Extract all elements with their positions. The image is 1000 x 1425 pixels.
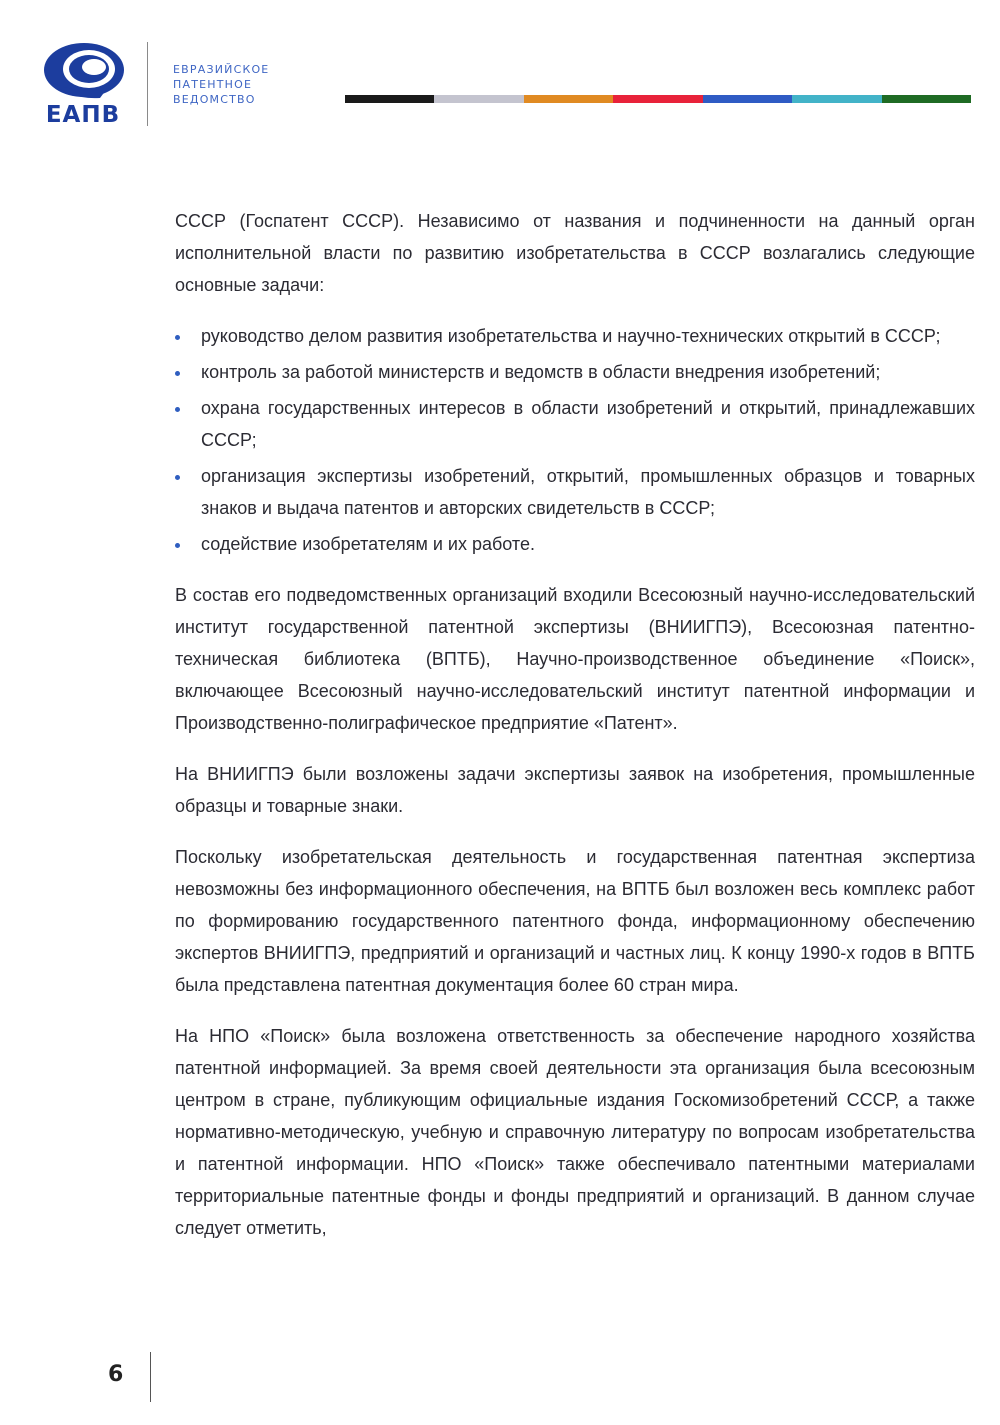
body-paragraph: Поскольку изобретательская деятельность и государственная патентная экспертиза невозможны без информационного обеспечения, на ВПТБ был возложен весь комплекс работ по формированию государственного патентного фонда, информационному обеспечению экспертов ВНИИГПЭ, предприятий и организаций и частных лиц. К концу 1990-х годов в ВПТБ была представлена патентная документация более 60 стран мира. bbox=[175, 847, 975, 995]
document-body bbox=[175, 205, 975, 1263]
list-item bbox=[175, 392, 975, 456]
intro-paragraph: СССР (Госпатент СССР). Независимо от названия и подчиненности на данный орган исполнительной власти по развитию изобретательства в СССР возлагались следующие основные задачи: bbox=[175, 211, 975, 295]
org-name-line: ПАТЕНТНОЕ bbox=[173, 78, 253, 91]
list-item-text: руководство делом развития изобретательства и научно-технических открытий в СССР; bbox=[201, 326, 941, 346]
org-name-line: ВЕДОМСТВО bbox=[173, 93, 256, 106]
body-paragraph: На ВНИИГПЭ были возложены задачи экспертизы заявок на изобретения, промышленные образцы и товарные знаки. bbox=[175, 764, 975, 816]
list-item-text: организация экспертизы изобретений, открытий, промышленных образцов и товарных знаков и выдача патентов и авторских свидетельств в СССР; bbox=[201, 466, 975, 518]
stripe-segment bbox=[613, 95, 702, 103]
bullet-icon bbox=[175, 543, 180, 548]
organization-name bbox=[173, 62, 269, 107]
logo-text: ЕАПВ bbox=[45, 102, 121, 128]
footer-divider bbox=[150, 1352, 151, 1402]
stripe-segment bbox=[792, 95, 881, 103]
list-item-text: контроль за работой министерств и ведомств в области внедрения изобретений; bbox=[201, 362, 881, 382]
stripe-segment bbox=[345, 95, 434, 103]
stripe-segment bbox=[434, 95, 523, 103]
bullet-icon bbox=[175, 371, 180, 376]
bullet-icon bbox=[175, 407, 180, 412]
eapv-logo bbox=[38, 42, 128, 130]
list-item-text: содействие изобретателям и их работе. bbox=[201, 534, 535, 554]
page-number: 6 bbox=[108, 1362, 124, 1387]
brand-color-stripe bbox=[345, 95, 971, 103]
header-divider bbox=[147, 42, 148, 126]
body-paragraph: На НПО «Поиск» была возложена ответственность за обеспечение народного хозяйства патентной информацией. За время своей деятельности эта организация была всесоюзным центром в стране, публикующим официальные издания Госкомизобретений СССР, а также нормативно-методическую, учебную и справочную литературу по вопросам изобретательства и патентной информации. НПО «Поиск» также обеспечивало патентными материалами территориальные патентные фонды и фонды предприятий и организаций. В данном случае следует отметить, bbox=[175, 1026, 975, 1238]
body-paragraph: В состав его подведомственных организаций входили Всесоюзный научно-исследовательский институт государственной патентной экспертизы (ВНИИГПЭ), Всесоюзная патентно-техническая библиотека (ВПТБ), Научно-производственное объединение «Поиск», включающее Всесоюзный научно-исследовательский институт патентной информации и Производственно-полиграфическое предприятие «Патент». bbox=[175, 585, 975, 733]
list-item bbox=[175, 528, 975, 560]
list-item-text: охрана государственных интересов в области изобретений и открытий, принадлежавших СССР; bbox=[201, 398, 975, 450]
list-item bbox=[175, 320, 975, 352]
stripe-segment bbox=[703, 95, 792, 103]
eye-emblem-icon bbox=[42, 42, 126, 102]
list-item bbox=[175, 356, 975, 388]
bullet-icon bbox=[175, 475, 180, 480]
stripe-segment bbox=[524, 95, 613, 103]
list-item bbox=[175, 460, 975, 524]
tasks-list bbox=[175, 320, 975, 560]
bullet-icon bbox=[175, 335, 180, 340]
org-name-line: ЕВРАЗИЙСКОЕ bbox=[173, 63, 270, 76]
stripe-segment bbox=[882, 95, 971, 103]
